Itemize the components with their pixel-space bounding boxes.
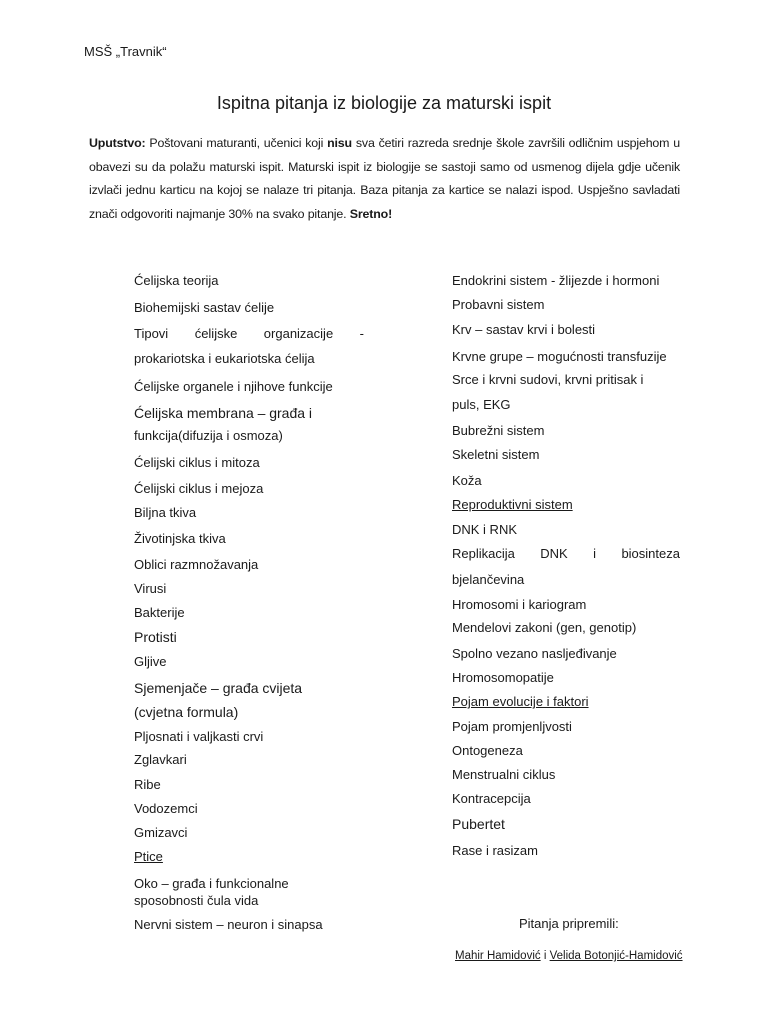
list-item: Bubrežni sistem: [452, 423, 545, 438]
list-item: Ćelijske organele i njihove funkcije: [134, 379, 333, 394]
list-item: Endokrini sistem - žlijezde i hormoni: [452, 273, 660, 288]
list-item: Ptice: [134, 849, 163, 864]
list-item: Bakterije: [134, 605, 185, 620]
list-item: Oko – građa i funkcionalne sposobnosti čula vida: [134, 876, 289, 908]
instructions-label: Uputstvo:: [89, 136, 146, 150]
author-name: Velida Botonjić-Hamidović: [549, 950, 683, 962]
list-item: Protisti: [134, 629, 177, 645]
list-item: Menstrualni ciklus: [452, 767, 556, 782]
list-item: Gljive: [134, 654, 167, 669]
list-item: Krvne grupe – mogućnosti transfuzije: [452, 349, 667, 364]
document-title: Ispitna pitanja iz biologije za maturski ispit: [216, 93, 552, 113]
author-name: Mahir Hamidović: [455, 950, 541, 962]
list-item: Pojam promjenljvosti: [452, 719, 572, 734]
list-item: Oblici razmnožavanja: [134, 557, 259, 572]
instructions-paragraph: [89, 132, 680, 226]
list-item: Vodozemci: [134, 801, 198, 816]
instructions-emphasis: nisu: [327, 136, 352, 150]
list-item: Reproduktivni sistem: [452, 497, 573, 512]
list-item: Ontogeneza: [452, 743, 523, 758]
list-item: Ćelijski ciklus i mitoza: [134, 455, 260, 470]
list-item: puls, EKG: [452, 397, 511, 412]
list-item: funkcija(difuzija i osmoza): [134, 428, 283, 443]
list-item: Virusi: [134, 581, 167, 596]
list-item: Gmizavci: [134, 825, 188, 840]
list-item: Pljosnati i valjkasti crvi: [134, 729, 264, 744]
list-item: Ćelijski ciklus i mejoza: [134, 481, 264, 496]
school-name: MSŠ „Travnik“: [84, 44, 167, 59]
list-item: Biljna tkiva: [134, 505, 197, 520]
list-item: Replikacija DNK i biosinteza: [452, 546, 680, 561]
list-item: Nervni sistem – neuron i sinapsa: [134, 917, 323, 932]
list-item: Ribe: [134, 777, 161, 792]
list-item: bjelančevina: [452, 572, 525, 587]
list-item: Pubertet: [452, 816, 505, 832]
list-item: DNK i RNK: [452, 522, 518, 537]
list-item: Srce i krvni sudovi, krvni pritisak i: [452, 372, 644, 387]
instructions-closing: Sretno!: [349, 206, 393, 221]
list-item: Životinjska tkiva: [134, 531, 226, 546]
list-item: Koža: [452, 473, 482, 488]
list-item: Biohemijski sastav ćelije: [134, 300, 275, 315]
prepared-by-label: Pitanja pripremili:: [519, 916, 619, 931]
list-item: Hromosomopatije: [452, 670, 554, 685]
list-item: Skeletni sistem: [452, 447, 540, 462]
author-separator: i: [540, 950, 550, 962]
list-item: Tipovi ćelijske organizacije -: [134, 326, 364, 341]
list-item: Ćelijska membrana – građa i: [134, 405, 312, 421]
list-item: Zglavkari: [134, 752, 187, 767]
list-item: Pojam evolucije i faktori: [452, 694, 589, 709]
list-item: Probavni sistem: [452, 297, 545, 312]
list-item: (cvjetna formula): [134, 704, 239, 720]
list-item: prokariotska i eukariotska ćelija: [134, 351, 315, 366]
list-item: Hromosomi i kariogram: [452, 597, 587, 612]
list-item: Sjemenjače – građa cvijeta: [134, 680, 303, 696]
authors-line: [455, 950, 683, 962]
list-item: Rase i rasizam: [452, 843, 538, 858]
list-item: Mendelovi zakoni (gen, genotip): [452, 620, 637, 635]
list-item: Kontracepcija: [452, 791, 531, 806]
list-item: Ćelijska teorija: [134, 273, 219, 288]
list-item: Spolno vezano nasljeđivanje: [452, 646, 617, 661]
instructions-text-2: sva četiri razreda srednje škole završili odličnim uspjehom u obavezi su da polažu maturski ispit. Maturski ispit iz biologije se sastoji samo od usmenog dijela gdje učenik izvlači jednu karticu na kojoj se nalaze tri pitanja. Baza pitanja za kartice se nalazi ispod. Uspješno savladati znači odgovoriti najmanje 30% na svako pitanje.: [89, 136, 680, 221]
list-item: Krv – sastav krvi i bolesti: [452, 322, 596, 337]
instructions-text-1: Poštovani maturanti, učenici koji: [145, 136, 328, 150]
